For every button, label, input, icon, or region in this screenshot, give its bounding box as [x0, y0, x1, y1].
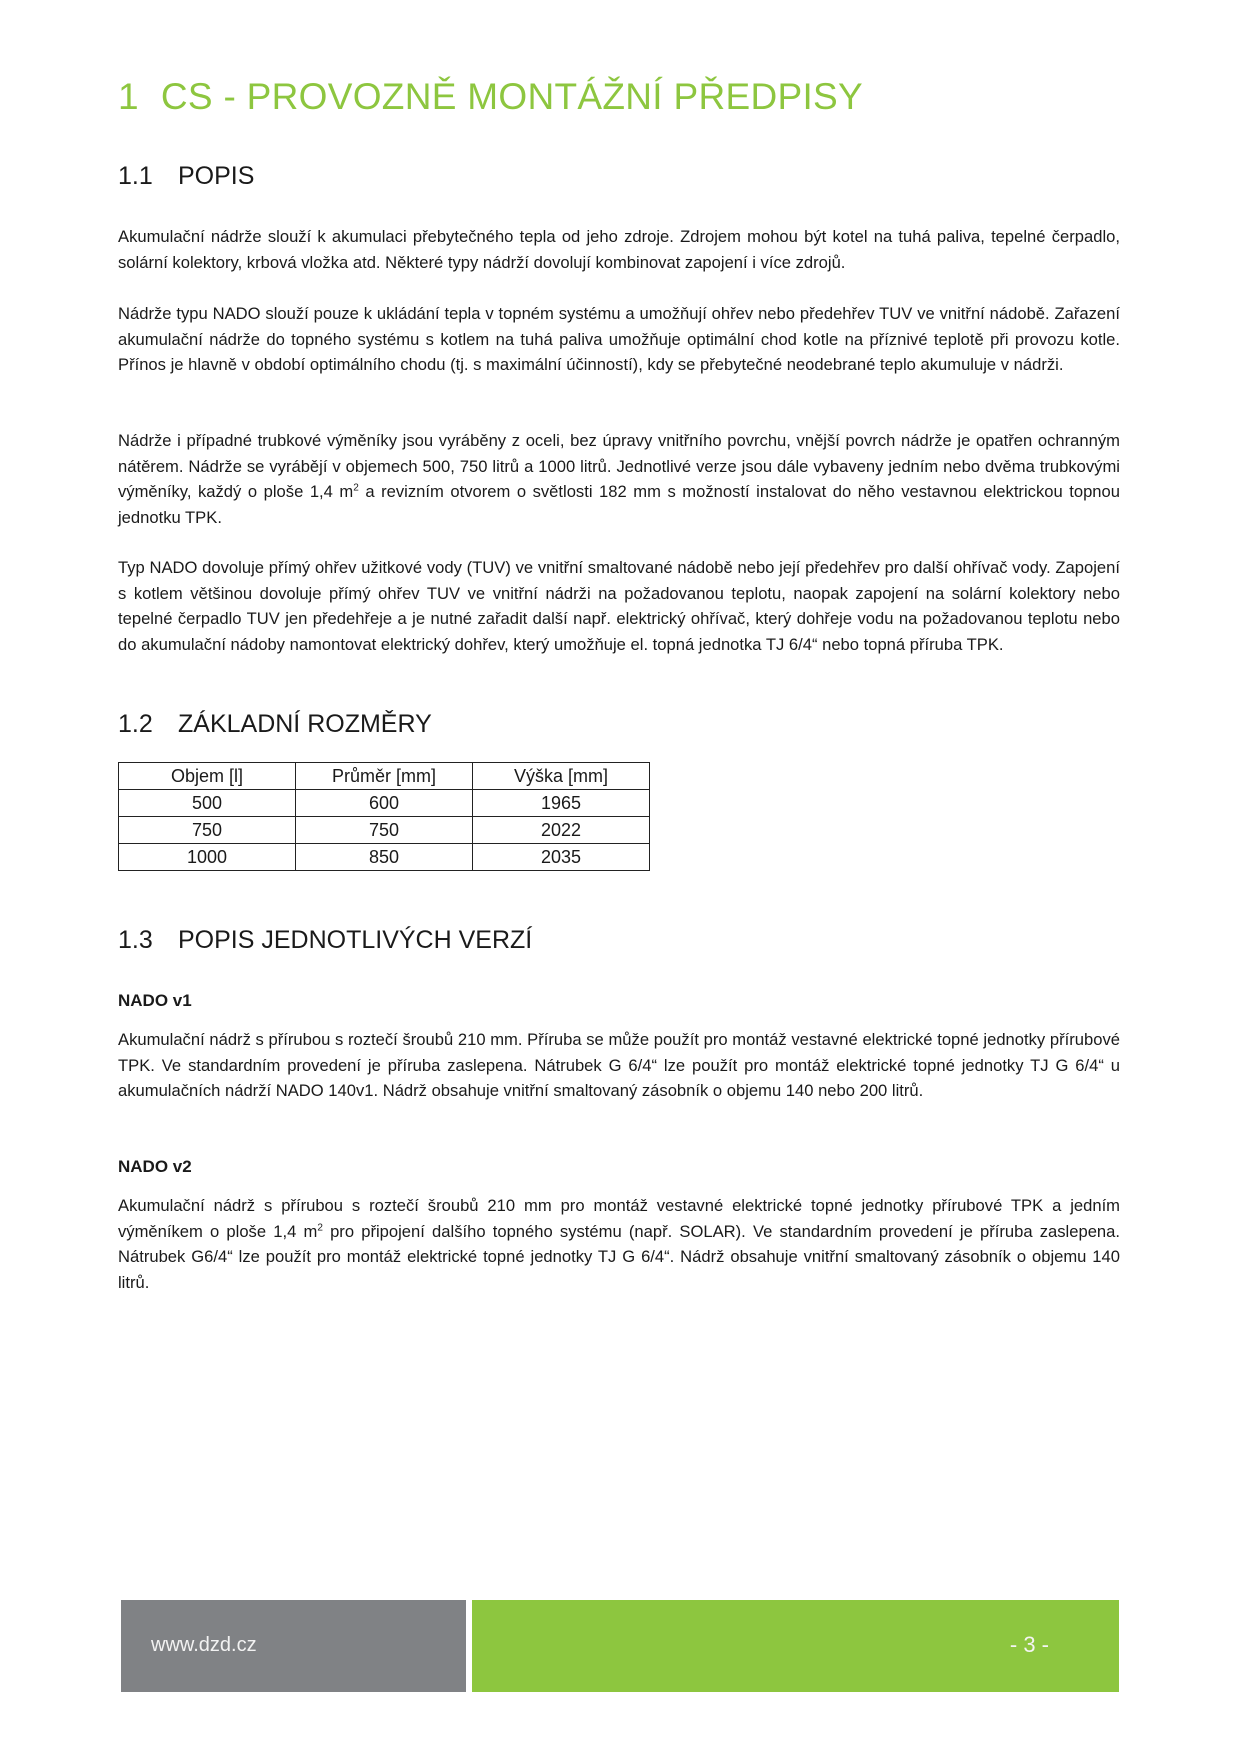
- version-v2-text-b: pro připojení dalšího topného systému (např. SOLAR). Ve standardním provedení je příruba zaslepena. Nátrubek G6/4“ lze použít pro montáž elektrické topné jednotky TJ G 6/4“. Nádrž obsahuje vnitřní smaltovaný zásobník o objemu 140 litrů.: [118, 1221, 1120, 1292]
- section-title: POPIS: [178, 162, 255, 190]
- section-number: 1.1: [118, 162, 153, 190]
- version-heading-v2: NADO v2: [118, 1157, 192, 1176]
- header-cell: Objem [l]: [119, 763, 296, 790]
- title-text: CS - PROVOZNĚ MONTÁŽNÍ PŘEDPISY: [160, 76, 863, 117]
- version-heading-v1: NADO v1: [118, 991, 192, 1010]
- header-cell: Průměr [mm]: [296, 763, 473, 790]
- paragraph-1: Akumulační nádrže slouží k akumulaci přebytečného tepla od jeho zdroje. Zdrojem mohou být kotel na tuhá paliva, tepelné čerpadlo, solární kolektory, krbová vložka atd. Některé typy nádrží dovolují kombinovat zapojení i více zdrojů.: [118, 227, 1120, 272]
- superscript: 2: [317, 1221, 323, 1233]
- section-number: 1.3: [118, 926, 153, 954]
- table-row: [119, 844, 650, 871]
- paragraph-2: Nádrže typu NADO slouží pouze k ukládání tepla v topném systému a umožňují ohřev nebo předehřev TUV ve vnitřní nádobě. Zařazení akumulační nádrže do topného systému s kotlem na tuhá paliva umožňuje optimální chod kotle na příznivé teplotě při provozu kotle. Přínos je hlavně v období optimálního chodu (tj. s maximální účinností), kdy se přebytečné neodebrané teplo akumuluje v nádrži.: [118, 304, 1120, 374]
- footer-page-box: [472, 1600, 1119, 1692]
- table-cell: 750: [119, 817, 296, 844]
- table-cell: 1965: [473, 790, 650, 817]
- table-cell: 600: [296, 790, 473, 817]
- section-heading-rozmery: [118, 710, 432, 739]
- section-number: 1.2: [118, 710, 153, 738]
- section-title: POPIS JEDNOTLIVÝCH VERZÍ: [178, 926, 533, 954]
- paragraph-3-text-b: a revizním otvorem o světlosti 182 mm s možností instalovat do něho vestavnou elektrickou topnou jednotku TPK.: [118, 482, 1120, 527]
- table-cell: 500: [119, 790, 296, 817]
- table-cell: 2035: [473, 844, 650, 871]
- title-number: 1: [118, 76, 139, 117]
- dimensions-table: [118, 762, 650, 871]
- section-heading-popis: [118, 162, 254, 191]
- table-row: [119, 817, 650, 844]
- section-title: ZÁKLADNÍ ROZMĚRY: [178, 710, 432, 738]
- version-v2-text-a: Akumulační nádrž s přírubou s roztečí šroubů 210 mm pro montáž vestavné elektrické topné jednotky přírubové TPK a jedním výměníkem o ploše 1,4 m: [118, 1196, 1120, 1241]
- footer-url[interactable]: www.dzd.cz: [151, 1634, 257, 1656]
- table-cell: 2022: [473, 817, 650, 844]
- version-v1-text: Akumulační nádrž s přírubou s roztečí šroubů 210 mm. Příruba se může použít pro montáž vestavné elektrické topné jednotky přírubové TPK. Ve standardním provedení je příruba zaslepena. Nátrubek G 6/4“ lze použít pro montáž elektrické topné jednotky TJ G 6/4“ u akumulačních nádrží NADO 140v1. Nádrž obsahuje vnitřní smaltovaný zásobník o objemu 140 nebo 200 litrů.: [118, 1030, 1120, 1100]
- paragraph-4: Typ NADO dovoluje přímý ohřev užitkové vody (TUV) ve vnitřní smaltované nádobě nebo její předehřev pro další ohřívač vody. Zapojení s kotlem většinou dovoluje přímý ohřev TUV ve vnitřní nádrži na požadovanou teplotu, naopak zapojení na solární kolektory nebo tepelné čerpadlo TUV jen předehřeje a je nutné zařadit další např. elektrický ohřívač, který dohřeje vodu na požadovanou teplotu nebo do akumulační nádoby namontovat elektrický dohřev, který umožňuje el. topná jednotka TJ 6/4“ nebo topná příruba TPK.: [118, 558, 1120, 654]
- version-v2-text: [118, 1193, 1120, 1295]
- table-cell: 850: [296, 844, 473, 871]
- section-heading-verze: [118, 926, 532, 955]
- paragraph-3: [118, 428, 1120, 530]
- table-header-row: [119, 763, 650, 790]
- table-cell: 1000: [119, 844, 296, 871]
- table-cell: 750: [296, 817, 473, 844]
- paragraph-3-text-a: Nádrže i případné trubkové výměníky jsou vyráběny z oceli, bez úpravy vnitřního povrchu, vnější povrch nádrže je opatřen ochranným nátěrem. Nádrže se vyrábějí v objemech 500, 750 litrů a 1000 litrů. Jednotlivé verze jsou dále vybaveny jedním nebo dvěma trubkovými výměníky, každý o ploše 1,4 m: [118, 431, 1120, 501]
- table-row: [119, 790, 650, 817]
- header-cell: Výška [mm]: [473, 763, 650, 790]
- footer-url-box: [121, 1600, 466, 1692]
- page-title: [118, 76, 863, 118]
- superscript: 2: [353, 482, 359, 494]
- page-number: - 3 -: [1009, 1632, 1049, 1657]
